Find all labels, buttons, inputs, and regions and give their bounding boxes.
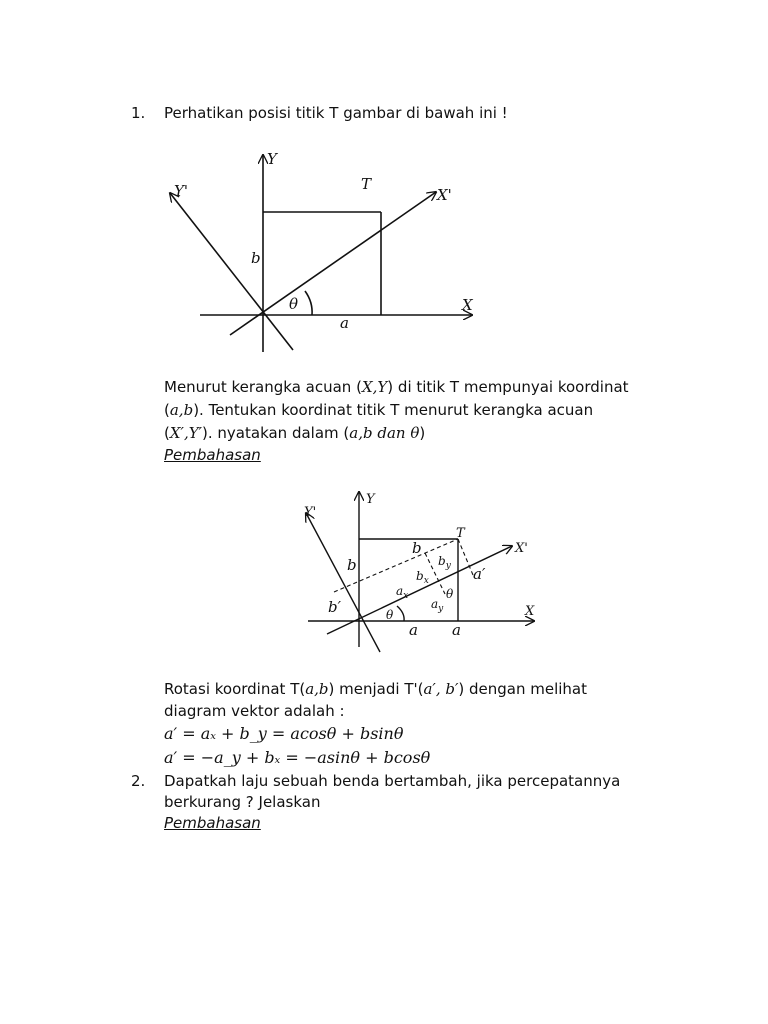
q2-line1: Dapatkah laju sebuah benda bertambah, jika percepatannya [164, 772, 621, 790]
fig2-theta-origin-label: θ [386, 608, 394, 622]
fig2-ax-label: $a_x$ [396, 584, 409, 601]
fig2-theta-arc [397, 606, 404, 621]
fig1-xprime-label: X' [437, 186, 452, 204]
fig1-t-label: T [361, 175, 372, 193]
q1-para-line1: Menurut kerangka acuan (X,Y) di titik T mempunyai koordinat [164, 378, 629, 396]
theta-arc [305, 291, 312, 315]
fig1-yprime-label: Y' [174, 182, 189, 200]
y-prime-axis [170, 193, 293, 350]
fig2-b-top-label: b [412, 539, 422, 557]
q1-para-line2: (a,b). Tentukan koordinat titik T menurut kerangka acuan [164, 401, 594, 419]
figure-1-coordinate-rotation [0, 0, 768, 380]
q1-para-line3: (X′,Y′). nyatakan dalam (a,b dan θ) [164, 424, 426, 442]
q2-pembahasan: Pembahasan [164, 814, 261, 832]
fig2-a-mid-label: a [409, 621, 418, 639]
rotasi-line1: Rotasi koordinat T(a,b) menjadi T'(a′, b′) dengan melihat [164, 680, 587, 698]
figure-2-vector-diagram [0, 480, 768, 665]
q2-number: 2. [131, 772, 146, 790]
fig2-yprime-label: Y' [304, 505, 317, 520]
fig1-x-label: X [462, 296, 473, 314]
fig2-b-left-label: b [347, 556, 357, 574]
fig1-theta-label: θ [289, 295, 299, 313]
fig2-a-end-label: a [452, 621, 461, 639]
fig2-aprime-label: a′ [473, 565, 486, 583]
fig2-ay-label: $a_y$ [431, 597, 444, 614]
fig2-by-label: $b_y$ [438, 554, 451, 571]
fig1-y-label: Y [267, 150, 277, 168]
fig2-bx-label: $b_x$ [416, 569, 429, 586]
fig2-theta-right-label: θ [446, 587, 454, 601]
fig2-y-label: Y [366, 492, 375, 507]
equation-b-prime: a′ = −a_y + bₓ = −asinθ + bcosθ [164, 748, 431, 767]
x-prime-axis [230, 192, 436, 335]
q1-question: Perhatikan posisi titik T gambar di bawah ini ! [164, 104, 508, 122]
fig2-dashed-t-to-a-prime [458, 539, 473, 575]
q1-number: 1. [131, 104, 146, 122]
fig2-bprime-label: b′ [328, 598, 342, 616]
rotasi-line2: diagram vektor adalah : [164, 702, 345, 720]
q2-line2: berkurang ? Jelaskan [164, 793, 321, 811]
fig2-x-label: X [525, 604, 535, 619]
equation-a-prime: a′ = aₓ + b_y = acosθ + bsinθ [164, 724, 404, 743]
fig2-xprime-label: X' [515, 541, 528, 556]
fig1-a-label: a [340, 314, 349, 332]
q1-pembahasan: Pembahasan [164, 446, 261, 464]
fig1-b-label: b [251, 249, 261, 267]
fig2-y-prime-axis [306, 513, 380, 652]
fig2-t-label: T [456, 526, 465, 541]
